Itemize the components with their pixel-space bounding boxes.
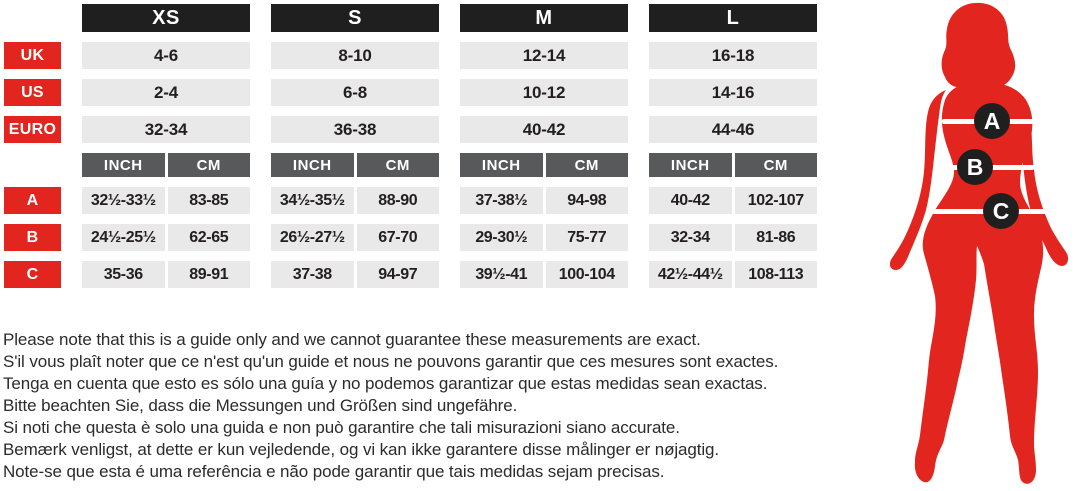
a-xs xyxy=(82,187,250,214)
c-s-inch: 37-38 xyxy=(271,261,354,288)
note-fr: S'il vous plaît noter que ce n'est qu'un guide et nous ne pouvons garantir que ces mesures sont exactes. xyxy=(3,352,779,371)
a-s-inch: 34½-35½ xyxy=(271,187,354,214)
c-xs-inch: 35-36 xyxy=(82,261,165,288)
b-m xyxy=(460,224,628,251)
us-s: 6-8 xyxy=(271,79,439,106)
uk-xs: 4-6 xyxy=(82,42,250,69)
b-xs-inch: 24½-25½ xyxy=(82,224,165,251)
note-pt: Note-se que esta é uma referência e não pode garantir que tais medidas sejam precisas. xyxy=(3,462,665,481)
c-s-cm: 94-97 xyxy=(357,261,440,288)
c-l-cm: 108-113 xyxy=(735,261,818,288)
b-l xyxy=(649,224,817,251)
unit-row-spacer xyxy=(4,153,61,177)
us-xs: 2-4 xyxy=(82,79,250,106)
cm-header: CM xyxy=(168,153,251,177)
uk-m: 12-14 xyxy=(460,42,628,69)
row-label-c: C xyxy=(4,261,61,288)
size-header-xs: XS xyxy=(82,4,250,32)
c-l xyxy=(649,261,817,288)
a-xs-cm: 83-85 xyxy=(168,187,251,214)
b-s xyxy=(271,224,439,251)
inch-header: INCH xyxy=(649,153,732,177)
cm-header: CM xyxy=(735,153,818,177)
a-l xyxy=(649,187,817,214)
b-m-cm: 75-77 xyxy=(546,224,629,251)
a-m-inch: 37-38½ xyxy=(460,187,543,214)
woman-silhouette-figure xyxy=(858,0,1080,491)
row-label-a: A xyxy=(4,187,61,214)
c-s xyxy=(271,261,439,288)
a-l-inch: 40-42 xyxy=(649,187,732,214)
size-header-l: L xyxy=(649,4,817,32)
b-m-inch: 29-30½ xyxy=(460,224,543,251)
note-it: Si noti che questa è solo una guida e non può garantire che tali misurazioni siano accurate. xyxy=(3,418,680,437)
marker-a-label: A xyxy=(983,108,1001,134)
cm-header: CM xyxy=(546,153,629,177)
us-l: 14-16 xyxy=(649,79,817,106)
row-label-us: US xyxy=(4,79,61,106)
c-xs xyxy=(82,261,250,288)
b-l-inch: 32-34 xyxy=(649,224,732,251)
euro-xs: 32-34 xyxy=(82,116,250,143)
marker-b-label: B xyxy=(966,154,984,180)
b-s-cm: 67-70 xyxy=(357,224,440,251)
size-header-m: M xyxy=(460,4,628,32)
inch-header: INCH xyxy=(82,153,165,177)
row-label-uk: UK xyxy=(4,42,61,69)
c-l-inch: 42½-44½ xyxy=(649,261,732,288)
inch-header: INCH xyxy=(460,153,543,177)
b-xs xyxy=(82,224,250,251)
c-m-cm: 100-104 xyxy=(546,261,629,288)
unit-headers-xs xyxy=(82,153,250,177)
c-xs-cm: 89-91 xyxy=(168,261,251,288)
uk-s: 8-10 xyxy=(271,42,439,69)
note-da: Bemærk venligst, at dette er kun vejledende, og vi kan ikke garantere disse målinger er nøjagtig. xyxy=(3,440,720,459)
us-m: 10-12 xyxy=(460,79,628,106)
unit-headers-m xyxy=(460,153,628,177)
b-s-inch: 26½-27½ xyxy=(271,224,354,251)
b-xs-cm: 62-65 xyxy=(168,224,251,251)
note-de: Bitte beachten Sie, dass die Messungen und Größen sind ungefähre. xyxy=(3,396,518,415)
note-es: Tenga en cuenta que esto es sólo una guía y no podemos garantizar que estas medidas sean exactas. xyxy=(3,374,768,393)
euro-l: 44-46 xyxy=(649,116,817,143)
a-l-cm: 102-107 xyxy=(735,187,818,214)
marker-c-label: C xyxy=(992,198,1010,224)
note-en: Please note that this is a guide only and we cannot guarantee these measurements are exact. xyxy=(3,330,701,349)
inch-header: INCH xyxy=(271,153,354,177)
euro-s: 36-38 xyxy=(271,116,439,143)
a-xs-inch: 32½-33½ xyxy=(82,187,165,214)
b-l-cm: 81-86 xyxy=(735,224,818,251)
c-m-inch: 39½-41 xyxy=(460,261,543,288)
cm-header: CM xyxy=(357,153,440,177)
row-label-euro: EURO xyxy=(4,116,61,143)
corner-spacer xyxy=(4,4,61,32)
disclaimer-notes xyxy=(3,329,863,483)
unit-headers-l xyxy=(649,153,817,177)
a-m xyxy=(460,187,628,214)
c-m xyxy=(460,261,628,288)
size-header-s: S xyxy=(271,4,439,32)
uk-l: 16-18 xyxy=(649,42,817,69)
a-s-cm: 88-90 xyxy=(357,187,440,214)
size-table xyxy=(4,4,817,288)
row-label-b: B xyxy=(4,224,61,251)
a-m-cm: 94-98 xyxy=(546,187,629,214)
a-s xyxy=(271,187,439,214)
euro-m: 40-42 xyxy=(460,116,628,143)
unit-headers-s xyxy=(271,153,439,177)
